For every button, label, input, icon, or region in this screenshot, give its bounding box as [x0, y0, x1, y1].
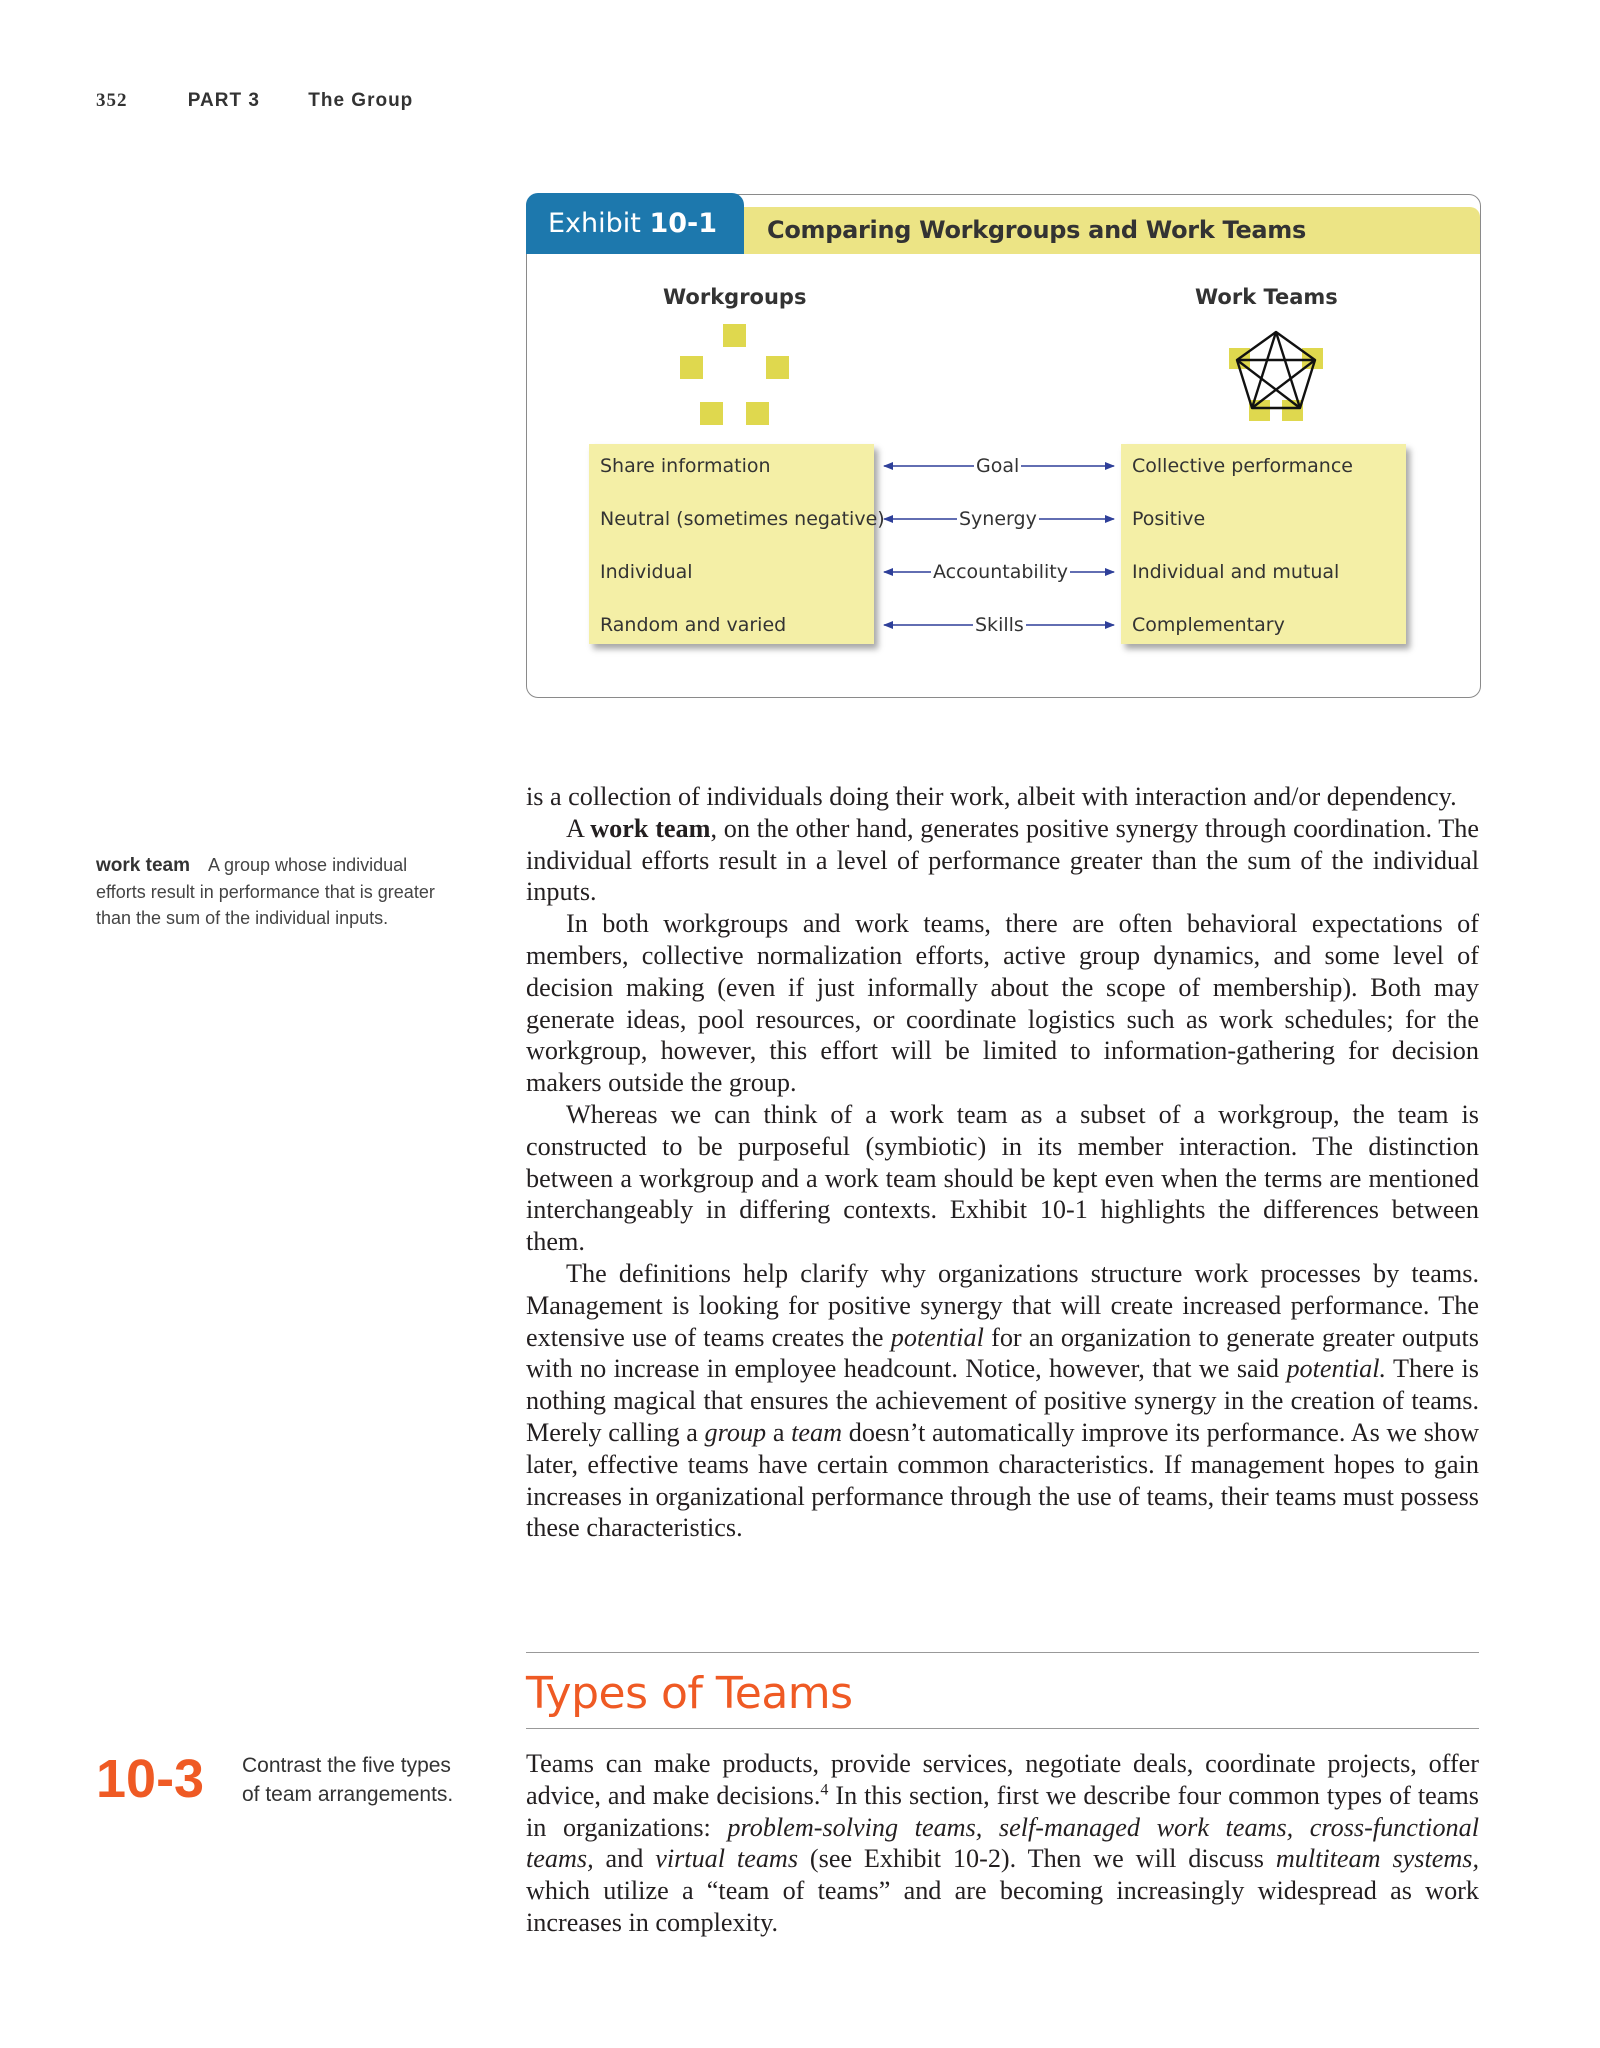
chapter-label: The Group	[308, 90, 414, 111]
text-run: In this section, first we describe four common types of teams in organizations:	[526, 1780, 1479, 1842]
team-network-icon	[1221, 316, 1331, 426]
emphasis: team	[791, 1417, 843, 1447]
member-square	[766, 356, 789, 379]
work-teams-heading: Work Teams	[1195, 285, 1338, 309]
exhibit-label-number: 10-1	[649, 208, 718, 239]
text-run: Teams can make products, provide services, negotiate deals, coordinate projects, offer advice, and make decisions.	[526, 1749, 1479, 1810]
workgroup-characteristics-box	[589, 444, 885, 644]
running-head	[96, 90, 413, 112]
body-text	[526, 781, 1479, 1544]
paragraph: In both workgroups and work teams, there are often behavioral expectations of members, collective normalization efforts, active group dynamics, and some level of decision making (even if just informally about the scope of membership). Both may generate ideas, pool resources, or coordinate logistics such as work schedules; for the workgroup, however, this effort will be limited to information-gathering for decision makers outside the group.	[526, 909, 1479, 1098]
dimension-goal: Goal	[976, 455, 1020, 477]
emphasis: problem-solving teams, self-managed work teams, cross-functional teams,	[526, 1812, 1479, 1874]
dimension-skills: Skills	[975, 614, 1024, 636]
learning-objective-number: 10-3	[96, 1749, 205, 1809]
section-paragraph	[526, 1748, 1479, 1939]
text-run: a	[766, 1417, 792, 1447]
workgroup-goal: Share information	[600, 455, 771, 477]
text-run: which utilize a “team of teams” and are becoming increasingly widespread as work increases in complexity.	[526, 1876, 1479, 1937]
text-run: , on the other hand, generates positive synergy through coordination. The individual efforts result in a level of performance greater than the sum of the individual inputs.	[526, 813, 1479, 907]
workgroup-synergy: Neutral (sometimes negative)	[600, 508, 885, 530]
footnote-marker: 4	[820, 1781, 829, 1799]
dimension-accountability: Accountability	[933, 561, 1068, 583]
section-heading: Types of Teams	[526, 1668, 853, 1719]
paragraph: Whereas we can think of a work team as a subset of a workgroup, the team is constructed to be purposeful (symbiotic) in its member interaction. The distinction between a workgroup and a work team should be kept even when the terms are mentioned interchangeably in differing contexts. Exhibit 10-1 highlights the differences between them.	[526, 1099, 1479, 1257]
text-run: and	[593, 1844, 656, 1874]
exhibit-label-prefix: Exhibit	[548, 208, 650, 239]
text-run: A	[566, 813, 591, 843]
member-square	[723, 324, 746, 347]
workgroup-accountability: Individual	[600, 561, 693, 583]
emphasis: multiteam systems,	[1275, 1844, 1479, 1874]
text-run: (see Exhibit 10-2). Then we will discuss	[798, 1844, 1276, 1874]
workgroup-skills: Random and varied	[600, 614, 787, 636]
member-square	[680, 356, 703, 379]
learning-objective-text: Contrast the five types of team arrangements.	[242, 1754, 454, 1806]
team-skills: Complementary	[1132, 614, 1285, 636]
team-goal: Collective performance	[1132, 455, 1353, 477]
paragraph	[526, 813, 1479, 908]
text-run: for an organization to generate greater outputs with no increase in employee headcount. Notice, however, that we said	[526, 1322, 1479, 1384]
text-run: The definitions help clarify why organizations structure work processes by teams. Management is looking for positive synergy that will create increased performance. The extensive use of teams creates the	[526, 1258, 1479, 1352]
emphasis: potential	[890, 1322, 984, 1352]
emphasis: group	[704, 1417, 767, 1447]
exhibit-title: Comparing Workgroups and Work Teams	[767, 216, 1307, 244]
team-synergy: Positive	[1132, 508, 1206, 530]
section-rule-top	[526, 1652, 1479, 1653]
exhibit-label	[526, 193, 744, 254]
text-run: doesn’t automatically improve its performance. As we show later, effective teams have certain common characteristics. If management hopes to gain increases in organizational performance through the use of teams, their teams must possess these characteristics.	[526, 1417, 1479, 1543]
member-square	[700, 402, 723, 425]
dimension-synergy: Synergy	[959, 508, 1037, 530]
emphasis: virtual teams	[655, 1844, 799, 1874]
team-accountability: Individual and mutual	[1132, 561, 1340, 583]
page-number: 352	[96, 90, 128, 111]
work-team-characteristics-box	[1121, 444, 1406, 644]
margin-definition-text: A group whose individual efforts result in performance that is greater than the sum of the individual inputs.	[96, 855, 435, 928]
emphasis: potential.	[1286, 1354, 1387, 1384]
paragraph	[526, 1258, 1479, 1544]
part-label: PART 3	[187, 90, 260, 111]
margin-definition	[96, 852, 456, 931]
workgroups-heading: Workgroups	[663, 285, 807, 309]
margin-term: work team	[96, 855, 190, 876]
member-square	[746, 402, 769, 425]
exhibit-10-1	[526, 194, 1481, 698]
text-run: There is nothing magical that ensures the achievement of positive synergy in the creation of teams. Merely calling a	[526, 1354, 1479, 1447]
paragraph: is a collection of individuals doing their work, albeit with interaction and/or dependency.	[526, 782, 1457, 811]
section-rule-bottom	[526, 1728, 1479, 1729]
key-term: work team	[590, 813, 711, 843]
